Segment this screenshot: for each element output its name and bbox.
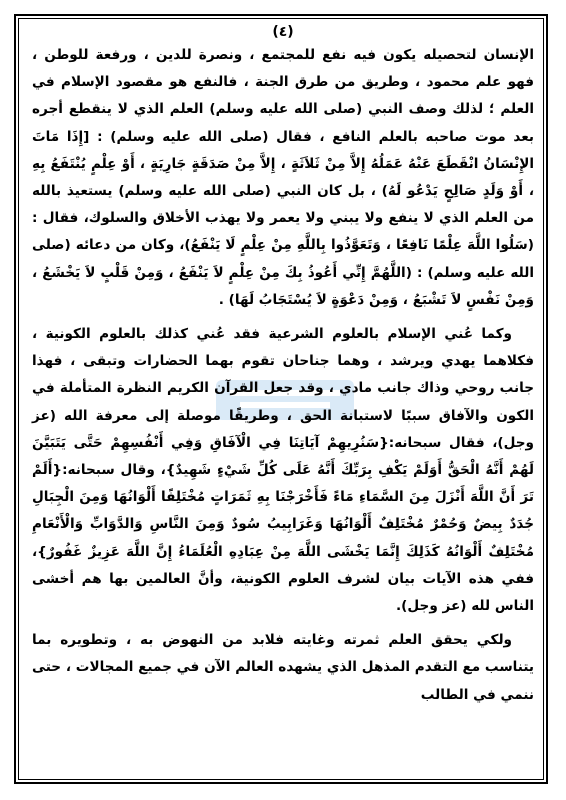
page-number: (٤) [272, 24, 294, 40]
page-body [32, 42, 534, 716]
paragraph-3: ولكي يحقق العلم ثمرته وغايته فلابد من النهوض به ، وتطويره بما يتناسب مع التقدم المذهل الذي يشهده العالم الآن في جميع المجالات ، حتى ننمي في الطالب [32, 632, 534, 703]
paragraph-2: وكما عُني الإسلام بالعلوم الشرعية فقد عُني كذلك بالعلوم الكونية ، فكلاهما يهدي ويرشد ، وهما جناحان تقوم بهما الحضارات وتبقى ، فهذا جانب روحي وذاك جانب مادي ، وقد جعل القرآن الكريم النظرة المتأملة في الكون والآفاق سببًا لاستبانة الحق ، وطريقًا موصلة إلى معرفة الله (عز وجل)، فقال سبحانه:{سَنُرِيهِمْ آيَاتِنَا فِي الْآفَاقِ وَفِي أَنْفُسِهِمْ حَتَّى يَتَبَيَّنَ لَهُمْ أَنَّهُ الْحَقُّ أَوَلَمْ يَكْفِ بِرَبِّكَ أَنَّهُ عَلَى كُلِّ شَيْءٍ شَهِيدٌ}، وقال سبحانه:{أَلَمْ تَرَ أَنَّ اللَّهَ أَنْزَلَ مِنَ السَّمَاءِ مَاءً فَأَخْرَجْنَا بِهِ ثَمَرَاتٍ مُخْتَلِفًا أَلْوَانُهَا وَمِنَ الْجِبَالِ جُدَدٌ بِيضٌ وَحُمْرٌ مُخْتَلِفٌ أَلْوَانُهَا وَغَرَابِيبُ سُودٌ وَمِنَ النَّاسِ وَالدَّوَابِّ وَالْأَنْعَامِ مُخْتَلِفٌ أَلْوَانُهُ كَذَلِكَ إِنَّمَا يَخْشَى اللَّهَ مِنْ عِبَادِهِ الْعُلَمَاءُ إِنَّ اللَّهَ عَزِيزٌ غَفُورٌ}، ففي هذه الآيات بيان لشرف العلوم الكونية، وأنَّ العالمين بها هم أخشى الناس لله (عز وجل). [32, 326, 534, 615]
paragraph-1: الإنسان لتحصيله يكون فيه نفع للمجتمع ، ونصرة للدين ، ورفعة للوطن ، فهو علم محمود ، وطريق من طرق الجنة ، فالنفع هو مقصود الإسلام في العلم ؛ لذلك وصف النبي (صلى الله عليه وسلم) العلم الذي لا ينقطع أجره بعد موت صاحبه بالعلم النافع ، فقال (صلى الله عليه وسلم) : [إِذَا مَاتَ الإِنْسَانُ انْقَطَعَ عَنْهُ عَمَلُهُ إِلاَّ مِنْ ثَلاَثَةٍ ، إِلاَّ مِنْ صَدَقَةٍ جَارِيَةٍ ، أَوْ عِلْمٍ يُنْتَفَعُ بِهِ ، أَوْ وَلَدٍ صَالِحٍ يَدْعُو لَهُ) ، بل كان النبي (صلى الله عليه وسلم) يستعيذ بالله من العلم الذي لا ينفع ولا يبني ولا يعمر ولا يهذب الأخلاق والسلوك، فقال : (سَلُوا اللَّهَ عِلْمًا نَافِعًا ، وَتَعَوَّذُوا بِاللَّهِ مِنْ عِلْمٍ لَا يَنْفَعُ)، وكان من دعائه (صلى الله عليه وسلم) : (اللَّهُمَّ إِنِّي أَعُوذُ بِكَ مِنْ عِلْمٍ لاَ يَنْفَعُ ، وَمِنْ قَلْبٍ لاَ يَخْشَعُ ، وَمِنْ نَفْسٍ لاَ تَشْبَعُ ، وَمِنْ دَعْوَةٍ لاَ يُسْتَجَابُ لَهَا) . [32, 47, 534, 308]
